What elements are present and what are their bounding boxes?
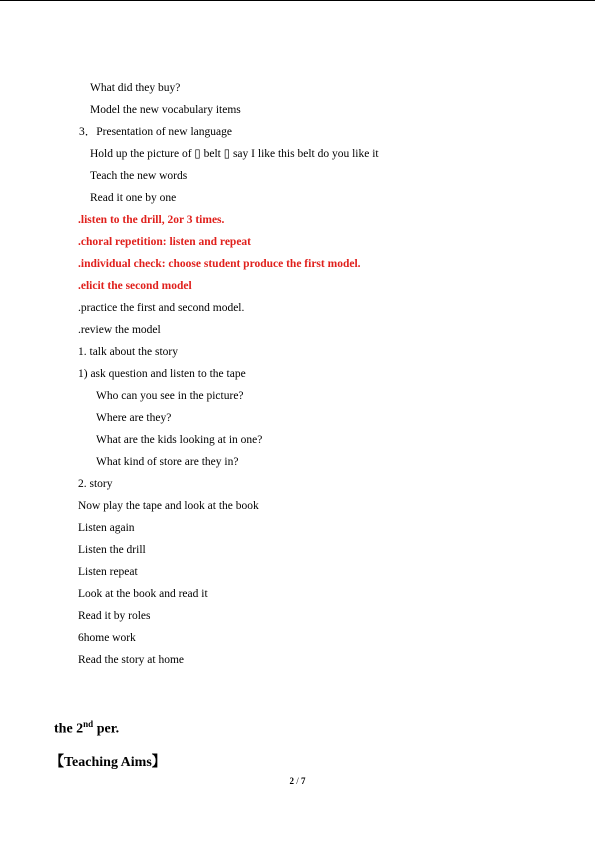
text-line: 2. story [78,478,113,490]
text-line: Listen again [78,522,135,534]
emphasis-line: .individual check: choose student produce the first model. [78,258,361,270]
text-line: Listen the drill [78,544,146,556]
page-top-border [0,0,595,1]
text-line: What did they buy? [90,82,181,94]
total-pages: 7 [301,776,306,786]
text-line: Model the new vocabulary items [90,104,241,116]
period-heading [54,719,119,738]
text-line: 1. talk about the story [78,346,178,358]
page-separator: / [293,776,301,786]
text-line: Read it by roles [78,610,151,622]
period-heading-superscript: nd [83,719,94,729]
text-line: 3．Presentation of new language [79,126,232,138]
page-number [0,776,595,786]
current-page: 2 [289,776,294,786]
period-heading-prefix: the 2 [54,721,84,737]
text-line: Teach the new words [90,170,188,182]
emphasis-line: .choral repetition: listen and repeat [78,236,252,248]
emphasis-line: .listen to the drill, 2or 3 times. [78,214,225,226]
teaching-aims-heading: 【Teaching Aims】 [50,755,166,770]
text-line: 1) ask question and listen to the tape [78,368,246,380]
text-line: Read it one by one [90,192,177,204]
text-line: What are the kids looking at in one? [96,434,263,446]
text-line: Now play the tape and look at the book [78,500,259,512]
text-line: .review the model [78,324,161,336]
text-line: Read the story at home [78,654,185,666]
emphasis-line: .elicit the second model [78,280,192,292]
text-line: Where are they? [96,412,172,424]
text-line: .practice the first and second model. [78,302,245,314]
text-line: Look at the book and read it [78,588,208,600]
text-line: What kind of store are they in? [96,456,239,468]
text-line: Listen repeat [78,566,138,578]
text-line: 6home work [78,632,136,644]
text-line: Who can you see in the picture? [96,390,244,402]
text-line: Hold up the picture of ▯ belt ▯ say I like this belt do you like it [90,148,379,160]
period-heading-suffix: per. [93,721,120,737]
